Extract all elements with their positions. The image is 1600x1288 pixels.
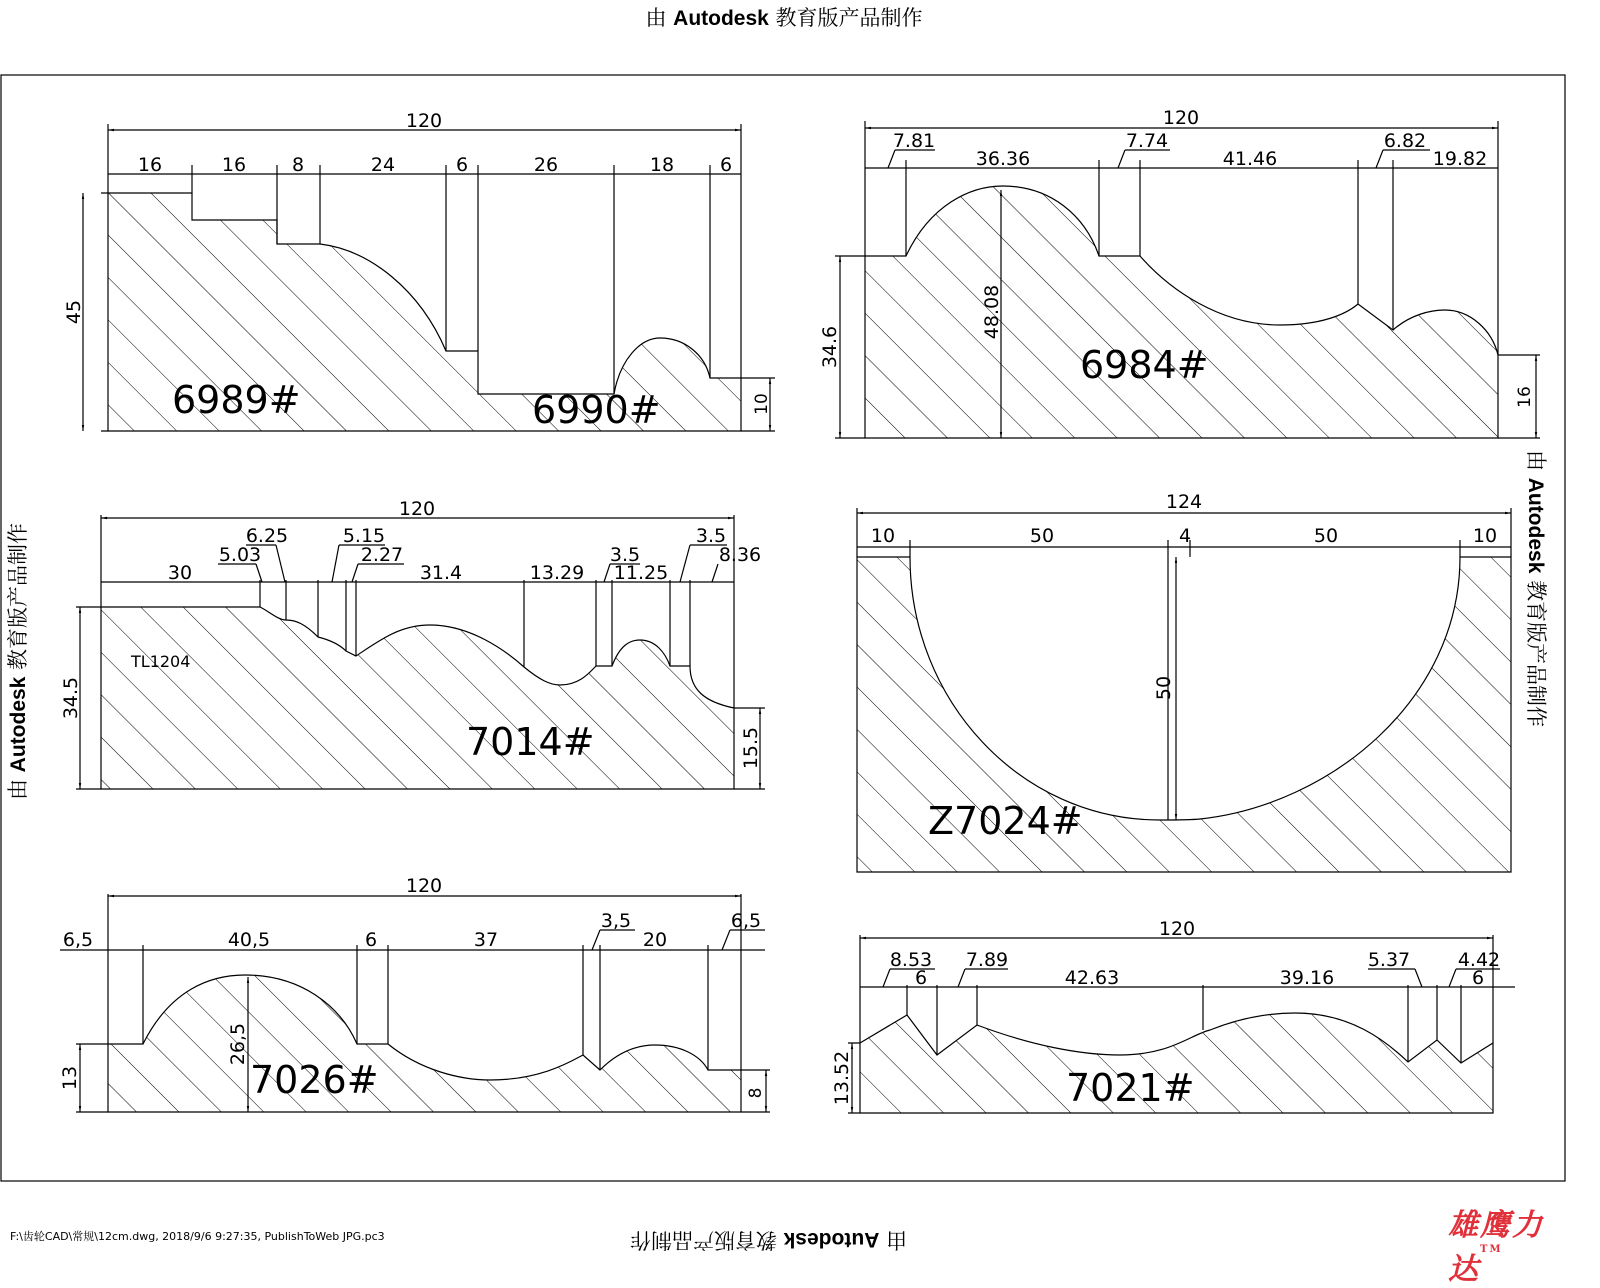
p4-depth: 50 <box>1153 675 1175 701</box>
p2-seg-4: 41.46 <box>1222 148 1278 170</box>
p2-seg-5: 6.82 <box>1383 130 1427 152</box>
p3-seg-2: 5.03 <box>218 544 262 566</box>
p4-seg-5: 10 <box>1472 525 1498 547</box>
p5-seg-5: 3,5 <box>600 910 632 932</box>
p3-seg-1: 30 <box>167 562 193 584</box>
p1-end-height: 10 <box>752 393 772 415</box>
p5-seg-2: 40,5 <box>227 929 271 951</box>
p6-seg-4: 42.63 <box>1064 967 1120 989</box>
p3-height: 34.5 <box>60 676 82 720</box>
p1-height: 45 <box>63 299 85 325</box>
p5-arc-height: 26,5 <box>227 1022 249 1066</box>
p6-total-width: 120 <box>1158 918 1196 940</box>
p3-seg-8: 3.5 <box>609 544 641 566</box>
p4-name: Z7024# <box>928 799 1083 843</box>
p1-seg-7: 18 <box>649 154 675 176</box>
p1-seg-4: 24 <box>370 154 396 176</box>
p3-seg-3: 6.25 <box>245 525 289 547</box>
brand-logo <box>1448 1200 1568 1288</box>
p6-name: 7021# <box>1066 1066 1195 1110</box>
p5-name: 7026# <box>250 1058 379 1102</box>
p3-total-width: 120 <box>398 498 436 520</box>
p3-seg-9: 11.25 <box>613 562 669 584</box>
p3-seg-10: 3.5 <box>695 525 727 547</box>
p6-seg-3: 7.89 <box>965 949 1009 971</box>
p1-seg-1: 16 <box>137 154 163 176</box>
p5-height: 13 <box>59 1065 81 1091</box>
watermark-left: 由 Autodesk 教育版产品制作 <box>6 522 30 800</box>
p2-seg-3: 7.74 <box>1125 130 1169 152</box>
p4-seg-4: 50 <box>1313 525 1339 547</box>
p1-total-width: 120 <box>405 110 443 132</box>
p6-seg-8: 6 <box>1471 967 1485 989</box>
p3-seg-4: 5.15 <box>342 525 386 547</box>
p6-seg-6: 5.37 <box>1367 949 1411 971</box>
p4-seg-1: 10 <box>870 525 896 547</box>
p2-seg-1: 7.81 <box>892 130 936 152</box>
p2-seg-6: 19.82 <box>1432 148 1488 170</box>
logo-tm: TM <box>1480 1244 1503 1255</box>
p1-seg-2: 16 <box>221 154 247 176</box>
p3-seg-11: 8.36 <box>718 544 762 566</box>
p6-height: 13.52 <box>831 1050 853 1106</box>
logo-text: 雄鹰力达 <box>1448 1208 1544 1287</box>
p5-seg-7: 6,5 <box>730 910 762 932</box>
file-path-footer: F:\齿轮CAD\常规\12cm.dwg, 2018/9/6 9:27:35, PublishToWeb JPG.pc3 <box>10 1230 385 1243</box>
p4-seg-2: 50 <box>1029 525 1055 547</box>
profile-7026 <box>60 894 770 1112</box>
p6-seg-5: 39.16 <box>1279 967 1335 989</box>
p2-total-width: 120 <box>1162 107 1200 129</box>
watermark-right: 由 Autodesk 教育版产品制作 <box>1524 450 1548 728</box>
p2-seg-2: 36.36 <box>975 148 1031 170</box>
p1-seg-6: 26 <box>533 154 559 176</box>
p1-name-b: 6990# <box>532 388 661 432</box>
watermark-top: 由 Autodesk 教育版产品制作 <box>645 6 923 30</box>
p3-seg-6: 31.4 <box>419 562 463 584</box>
p2-arc-height: 48.08 <box>981 284 1003 340</box>
p6-seg-2: 6 <box>914 967 928 989</box>
p4-total-width: 124 <box>1165 491 1203 513</box>
p5-seg-6: 20 <box>642 929 668 951</box>
p3-tag: TL1204 <box>131 652 191 671</box>
p5-seg-1: 6,5 <box>62 929 94 951</box>
p3-seg-7: 13.29 <box>529 562 585 584</box>
p6-seg-1: 8.53 <box>889 949 933 971</box>
p1-seg-8: 6 <box>719 154 733 176</box>
p6-seg-7: 4.42 <box>1457 949 1501 971</box>
p2-end-height: 16 <box>1515 386 1535 408</box>
watermark-bottom: 由 Autodesk 教育版产品制作 <box>630 1228 908 1252</box>
p1-seg-5: 6 <box>455 154 469 176</box>
p3-seg-5: 2.27 <box>360 544 404 566</box>
p2-height: 34.6 <box>819 325 841 369</box>
p3-name: 7014# <box>466 720 595 764</box>
p5-seg-3: 6 <box>364 929 378 951</box>
p5-total-width: 120 <box>405 875 443 897</box>
p4-seg-3: 4 <box>1178 525 1192 547</box>
p1-name-a: 6989# <box>172 378 301 422</box>
p1-seg-3: 8 <box>291 154 305 176</box>
p3-end-height: 15.5 <box>740 726 762 770</box>
p5-end-height: 8 <box>746 1087 766 1099</box>
p2-name: 6984# <box>1080 343 1209 387</box>
p5-seg-4: 37 <box>473 929 499 951</box>
